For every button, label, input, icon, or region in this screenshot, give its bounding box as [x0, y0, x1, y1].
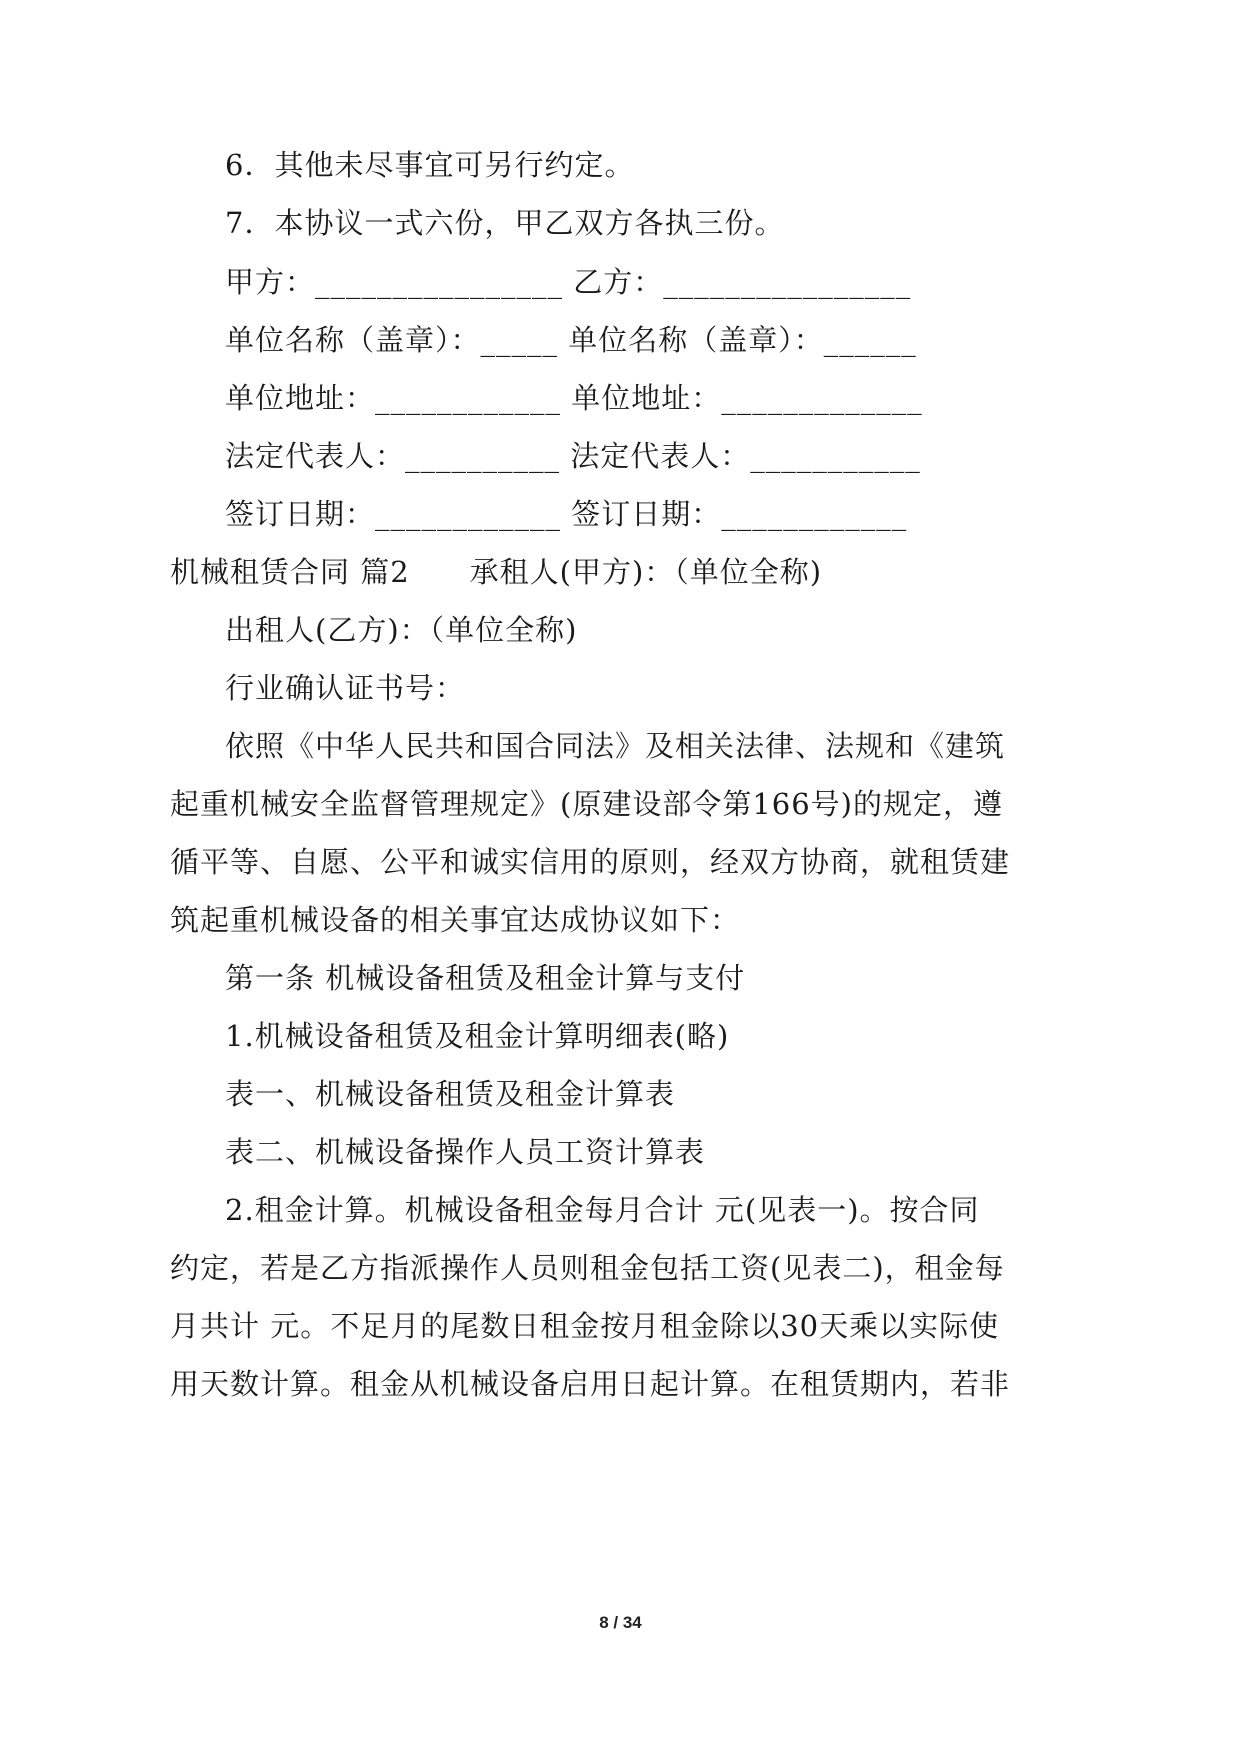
signature-legal-rep-line: 法定代表人：__________ 法定代表人：___________	[225, 439, 921, 473]
paragraph-line: 起重机械安全监督管理规定》(原建设部令第166号)的规定，遵	[170, 787, 1003, 821]
signature-party-line: 甲方：________________ 乙方：________________	[225, 265, 912, 299]
lessor-line: 出租人(乙方)：（单位全称)	[225, 613, 578, 647]
signature-unit-address-line: 单位地址：____________ 单位地址：_____________	[225, 381, 923, 415]
clause-7: 7．本协议一式六份，甲乙双方各执三份。	[225, 206, 785, 240]
paragraph-line: 用天数计算。租金从机械设备启用日起计算。在租赁期内，若非	[170, 1367, 1011, 1401]
table-1-title: 表一、机械设备租赁及租金计算表	[225, 1077, 676, 1111]
paragraph-line: 约定，若是乙方指派操作人员则租金包括工资(见表二)，租金每	[170, 1251, 1005, 1285]
article-1-item-1: 1.机械设备租赁及租金计算明细表(略)	[225, 1019, 730, 1053]
clause-6: 6．其他未尽事宜可另行约定。	[225, 148, 635, 182]
paragraph-line: 依照《中华人民共和国合同法》及相关法律、法规和《建筑	[225, 729, 1006, 763]
paragraph-line: 2.租金计算。机械设备租金每月合计 元(见表一)。按合同	[225, 1193, 980, 1227]
signature-date-line: 签订日期：____________ 签订日期：____________	[225, 497, 908, 531]
article-1-heading: 第一条 机械设备租赁及租金计算与支付	[225, 961, 746, 995]
table-2-title: 表二、机械设备操作人员工资计算表	[225, 1135, 706, 1169]
paragraph-line: 筑起重机械设备的相关事宜达成协议如下：	[170, 903, 741, 937]
paragraph-line: 循平等、自愿、公平和诚实信用的原则，经双方协商，就租赁建	[170, 845, 1011, 879]
signature-unit-name-line: 单位名称（盖章）：_____ 单位名称（盖章）：______	[225, 323, 917, 357]
section-heading-lessee: 机械租赁合同 篇2 承租人(甲方)：（单位全称)	[170, 555, 823, 589]
certificate-number-line: 行业确认证书号：	[225, 671, 466, 705]
page-number: 8 / 34	[599, 1613, 642, 1632]
paragraph-line: 月共计 元。不足月的尾数日租金按月租金除以30天乘以实际使	[170, 1309, 1000, 1343]
